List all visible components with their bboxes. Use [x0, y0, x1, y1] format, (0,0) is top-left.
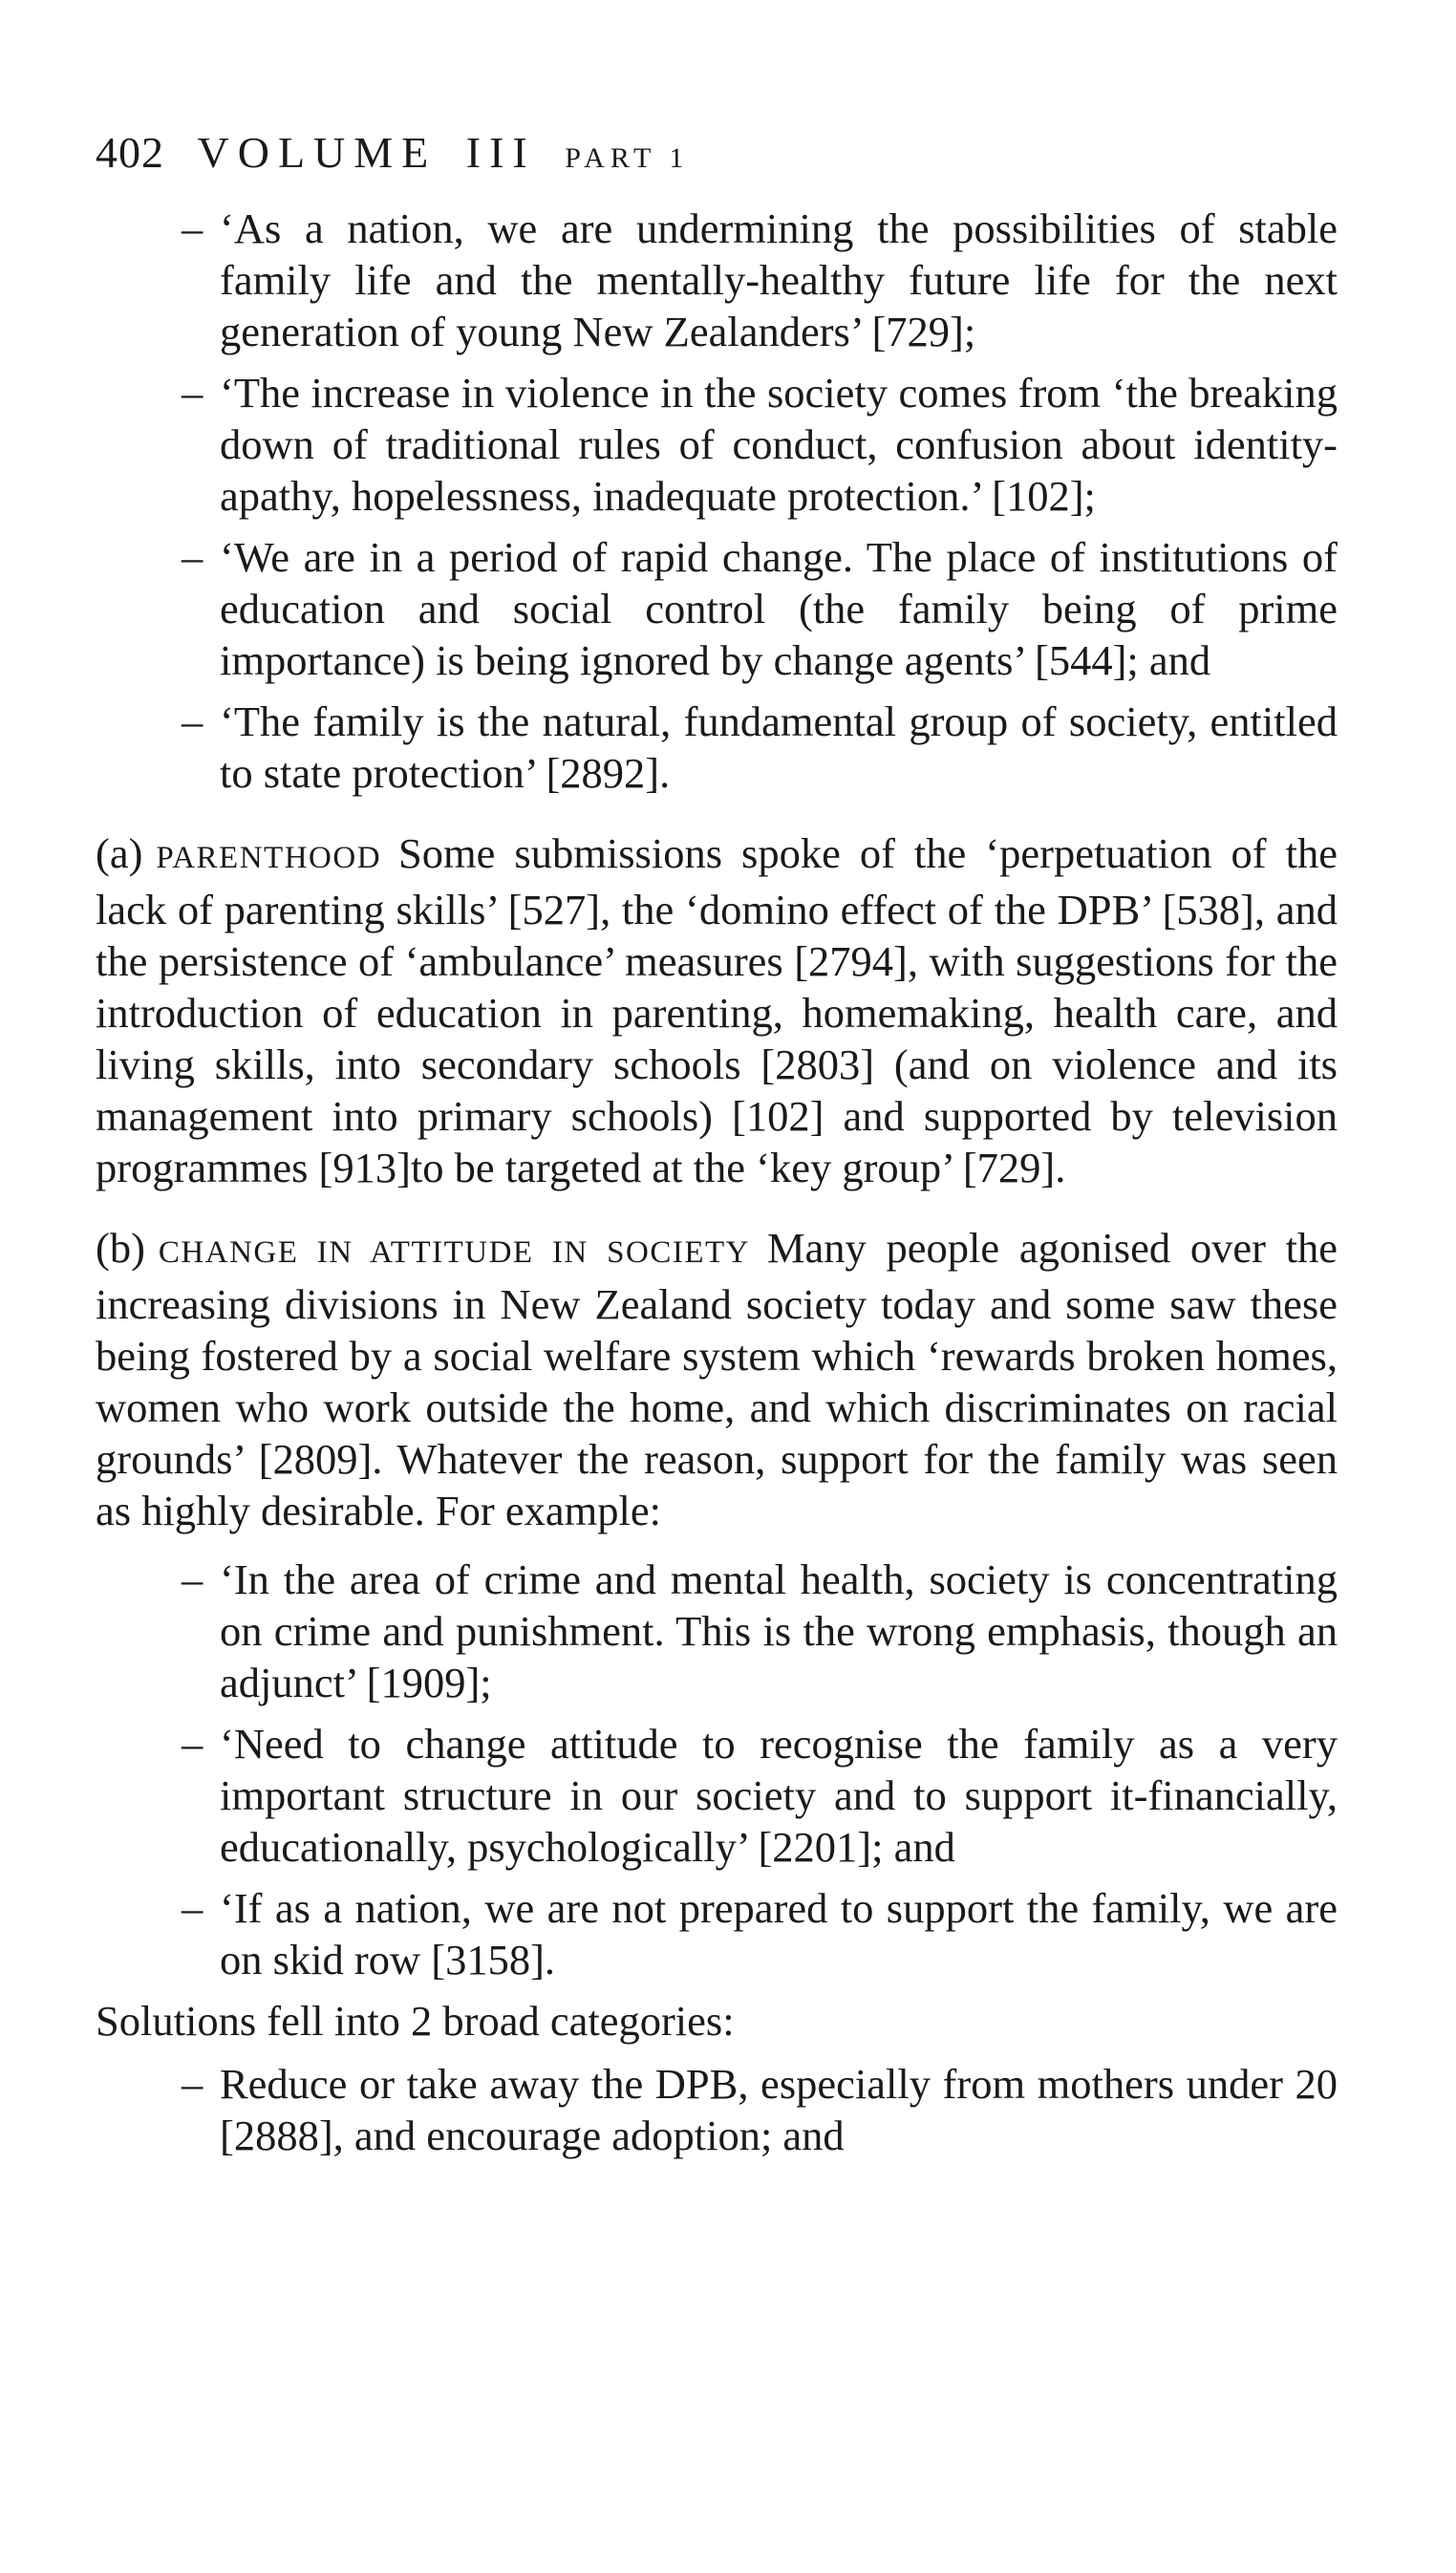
- list-item: [96, 1554, 1338, 1708]
- dash-glyph: –: [182, 533, 203, 581]
- dash-glyph: –: [182, 2060, 203, 2108]
- dash-glyph: –: [182, 1555, 203, 1603]
- volume-label: VOLUME: [197, 128, 438, 177]
- dash-glyph: –: [182, 1884, 203, 1932]
- list-item-text: ‘In the area of crime and mental health, society is concentrating on crime and punishment. This is the wrong emphasis, though an adjunct’ [1909];: [220, 1555, 1338, 1706]
- list-item: [96, 203, 1338, 357]
- section-a-heading: PARENTHOOD: [156, 841, 382, 875]
- dash-glyph: –: [182, 204, 203, 252]
- quote-list-1: [96, 203, 1338, 799]
- running-head: [96, 124, 1338, 182]
- list-item-text: ‘Need to change attitude to recognise the family as a very important structure in our society and to support it-financially, educationally, psychologically’ [2201]; and: [220, 1720, 1338, 1871]
- list-item: [96, 696, 1338, 799]
- section-b-heading: CHANGE IN ATTITUDE IN SOCIETY: [158, 1235, 750, 1270]
- part-label: PART 1: [565, 142, 690, 174]
- dash-glyph: –: [182, 369, 203, 417]
- section-a-text: Some submissions spoke of the ‘perpetuation of the lack of parenting skills’ [527], the ‘domino effect of the DPB’ [538], and the persistence of ‘ambulance’ measures [2794], with suggestions for the introduction of education in parenting, homemaking, health care, and living skills, into secondary schools [2803] (and on violence and its management into primary schools) [102] and supported by television programmes [913]to be targeted at the ‘key group’ [729].: [96, 829, 1338, 1191]
- list-item-text: ‘The increase in violence in the society comes from ‘the breaking down of traditional rules of conduct, confusion about identity-apathy, hopelessness, inadequate protection.’ [102];: [220, 369, 1338, 520]
- list-item-text: Reduce or take away the DPB, especially from mothers under 20 [2888], and encourage adoption; and: [220, 2060, 1338, 2159]
- list-item-text: ‘We are in a period of rapid change. The place of institutions of education and social control (the family being of prime importance) is being ignored by change agents’ [544]; and: [220, 533, 1338, 684]
- section-a-label: (a): [96, 829, 143, 877]
- list-item-text: ‘If as a nation, we are not prepared to support the family, we are on skid row [3158].: [220, 1884, 1338, 1983]
- section-b-text: Many people agonised over the increasing divisions in New Zealand society today and some saw these being fostered by a social welfare system which ‘rewards broken homes, women who work outside the home, and which discriminates on racial grounds’ [2809]. Whatever the reason, support for the family was seen as highly desirable. For example:: [96, 1224, 1338, 1534]
- section-a-paragraph: [96, 827, 1338, 1193]
- list-item-text: ‘The family is the natural, fundamental group of society, entitled to state protection’ [2892].: [220, 697, 1338, 797]
- dash-glyph: –: [182, 1720, 203, 1768]
- document-page: [96, 124, 1338, 2171]
- solutions-intro: Solutions fell into 2 broad categories:: [96, 1997, 735, 2045]
- list-item-text: ‘As a nation, we are undermining the possibilities of stable family life and the mentally-healthy future life for the next generation of young New Zealanders’ [729];: [220, 204, 1338, 355]
- section-b-label: (b): [96, 1224, 145, 1272]
- section-b-paragraph: [96, 1222, 1338, 1536]
- quote-list-2: [96, 1554, 1338, 1985]
- dash-glyph: –: [182, 697, 203, 745]
- list-item: [96, 1718, 1338, 1873]
- quote-list-3: [96, 2058, 1338, 2161]
- list-item: [96, 2058, 1338, 2161]
- list-item: [96, 367, 1338, 522]
- volume-number: III: [465, 128, 536, 177]
- list-item: [96, 531, 1338, 686]
- page-number: 402: [96, 128, 164, 177]
- list-item: [96, 1882, 1338, 1985]
